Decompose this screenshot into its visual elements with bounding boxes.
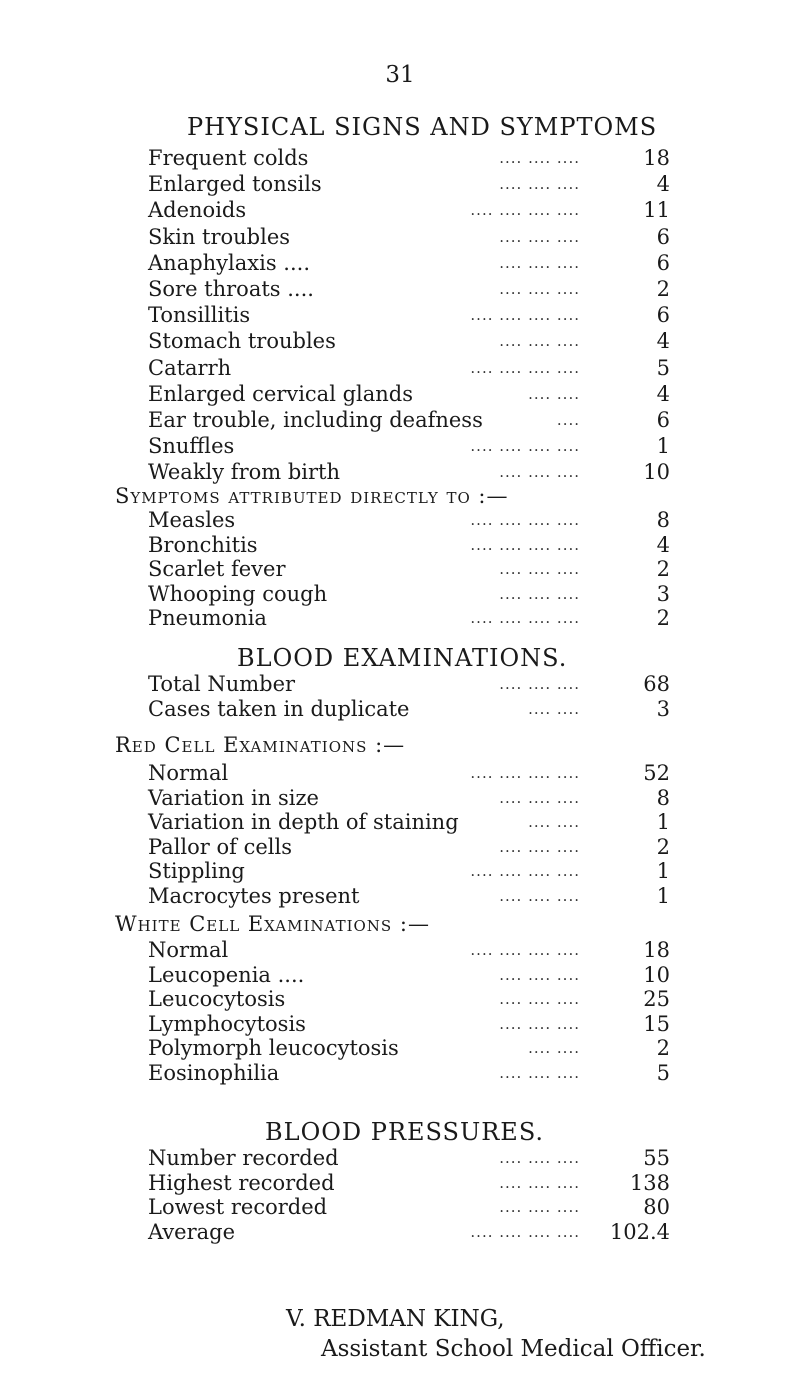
list-item [148, 695, 670, 723]
leader-dots: .... .... .... [499, 584, 580, 603]
leader-dots: .... .... .... [499, 227, 580, 246]
list-item [148, 223, 670, 251]
item-value: 10 [643, 962, 670, 987]
leader-dots: .... .... .... .... [470, 437, 580, 456]
item-value: 80 [643, 1195, 670, 1219]
list-item [148, 354, 670, 382]
white-cell-heading: White Cell Examinations :— [115, 912, 430, 936]
item-value: 6 [656, 224, 670, 249]
leader-dots: .... .... .... .... [470, 535, 580, 554]
list-item [148, 196, 670, 224]
item-value: 2 [656, 557, 670, 581]
leader-dots: .... .... .... [499, 149, 580, 167]
item-value: 6 [656, 408, 670, 432]
leader-dots: .... .... .... .... [470, 862, 580, 880]
item-value: 1 [656, 859, 670, 883]
leader-dots: .... [556, 411, 580, 429]
item-value: 10 [643, 460, 670, 485]
item-label: Weakly from birth [148, 460, 341, 485]
item-label: Skin troubles [148, 224, 291, 249]
list-item [148, 432, 670, 460]
leader-dots: .... .... .... [499, 175, 580, 194]
item-label: Variation in size [148, 785, 319, 810]
item-label: Lymphocytosis [148, 1011, 306, 1036]
item-label: Snuffles [148, 434, 235, 459]
item-label: Catarrh [148, 355, 232, 380]
leader-dots: .... .... [528, 384, 580, 403]
leader-dots: .... .... .... [499, 560, 580, 578]
physical-signs-title: PHYSICAL SIGNS AND SYMPTOMS [187, 113, 658, 141]
item-value: 2 [656, 606, 670, 630]
item-label: Cases taken in duplicate [148, 696, 410, 721]
item-label: Variation in depth of staining [148, 810, 459, 834]
item-label: Enlarged tonsils [148, 172, 322, 197]
item-value: 11 [643, 198, 670, 223]
red-cell-heading: Red Cell Examinations :— [115, 733, 406, 757]
item-value: 8 [656, 785, 670, 810]
item-value: 18 [643, 146, 670, 170]
item-label: Macrocytes present [148, 883, 360, 908]
item-value: 4 [656, 172, 670, 197]
item-label: Leucocytosis [148, 987, 286, 1011]
attributed-heading: Symptoms attributed directly to :— [115, 484, 509, 508]
item-label: Adenoids [148, 198, 247, 223]
item-label: Stippling [148, 859, 245, 883]
list-item [148, 1218, 670, 1246]
item-value: 1 [656, 810, 670, 834]
item-label: Anaphylaxis .... [148, 250, 310, 275]
item-label: Pneumonia [148, 606, 267, 630]
item-label: Number recorded [148, 1146, 339, 1170]
item-label: Polymorph leucocytosis [148, 1036, 399, 1060]
item-label: Whooping cough [148, 581, 328, 606]
leader-dots: .... .... .... [499, 788, 580, 807]
item-label: Highest recorded [148, 1170, 335, 1195]
item-value: 15 [643, 1011, 670, 1036]
item-value: 3 [656, 581, 670, 606]
item-value: 1 [656, 883, 670, 908]
item-value: 3 [656, 696, 670, 721]
list-item [148, 380, 670, 408]
list-item [148, 327, 670, 355]
list-item [148, 275, 670, 303]
item-value: 18 [643, 938, 670, 962]
signature-name: V. REDMAN KING, [286, 1306, 505, 1332]
item-value: 5 [656, 1060, 670, 1085]
leader-dots: .... .... .... [499, 1149, 580, 1167]
item-label: Bronchitis [148, 532, 258, 557]
leader-dots: .... .... .... .... [470, 764, 580, 782]
item-label: Tonsillitis [148, 303, 251, 328]
item-value: 102.4 [609, 1219, 670, 1244]
item-value: 68 [643, 672, 670, 696]
item-label: Normal [148, 761, 229, 785]
list-item [148, 144, 670, 172]
list-item [148, 249, 670, 277]
item-value: 2 [656, 834, 670, 859]
item-label: Pallor of cells [148, 834, 292, 859]
leader-dots: .... .... .... .... [470, 941, 580, 959]
item-label: Total Number [148, 672, 296, 696]
leader-dots: .... .... .... [499, 253, 580, 272]
item-value: 1 [656, 434, 670, 459]
leader-dots: .... .... .... [499, 1198, 580, 1216]
list-item [148, 406, 670, 434]
leader-dots: .... .... .... [499, 463, 580, 482]
item-value: 6 [656, 250, 670, 275]
item-label: Eosinophilia [148, 1060, 280, 1085]
leader-dots: .... .... .... [499, 965, 580, 984]
item-label: Measles [148, 508, 236, 532]
item-value: 4 [656, 329, 670, 354]
item-value: 25 [643, 987, 670, 1011]
item-label: Stomach troubles [148, 329, 336, 354]
list-item [148, 170, 670, 198]
leader-dots: .... .... .... .... [470, 1222, 580, 1241]
leader-dots: .... .... .... .... [470, 511, 580, 529]
item-label: Frequent colds [148, 146, 309, 170]
leader-dots: .... .... .... .... [470, 306, 580, 325]
list-item [148, 458, 670, 486]
item-label: Ear trouble, including deafness [148, 408, 483, 432]
leader-dots: .... .... .... [499, 1014, 580, 1033]
leader-dots: .... .... .... [499, 886, 580, 905]
item-label: Scarlet fever [148, 557, 286, 581]
item-label: Leucopenia .... [148, 962, 305, 987]
leader-dots: .... .... .... .... [470, 358, 580, 377]
item-value: 2 [656, 277, 670, 301]
leader-dots: .... .... .... [499, 1173, 580, 1192]
item-label: Sore throats .... [148, 277, 314, 301]
list-item [148, 604, 670, 632]
blood-exam-title: BLOOD EXAMINATIONS. [237, 644, 568, 672]
leader-dots: .... .... [528, 699, 580, 718]
item-label: Normal [148, 938, 229, 962]
item-value: 4 [656, 381, 670, 406]
leader-dots: .... .... .... [499, 675, 580, 693]
leader-dots: .... .... .... [499, 1063, 580, 1082]
leader-dots: .... .... .... [499, 280, 580, 298]
list-item [148, 882, 670, 910]
leader-dots: .... .... .... [499, 837, 580, 856]
item-value: 2 [656, 1036, 670, 1060]
leader-dots: .... .... [528, 1039, 580, 1057]
item-value: 4 [656, 532, 670, 557]
item-value: 52 [643, 761, 670, 785]
blood-pressure-title: BLOOD PRESSURES. [265, 1118, 545, 1146]
leader-dots: .... .... .... [499, 332, 580, 351]
leader-dots: .... .... .... [499, 990, 580, 1008]
page-number: 31 [385, 62, 415, 88]
item-value: 55 [643, 1146, 670, 1170]
list-item [148, 301, 670, 329]
item-value: 6 [656, 303, 670, 328]
item-label: Average [148, 1219, 236, 1244]
item-value: 5 [656, 355, 670, 380]
item-label: Lowest recorded [148, 1195, 328, 1219]
leader-dots: .... .... .... .... [470, 201, 580, 220]
signature-title: Assistant School Medical Officer. [321, 1336, 706, 1362]
item-value: 138 [629, 1170, 670, 1195]
item-value: 8 [656, 508, 670, 532]
list-item [148, 1059, 670, 1087]
leader-dots: .... .... [528, 813, 580, 831]
item-label: Enlarged cervical glands [148, 381, 414, 406]
leader-dots: .... .... .... .... [470, 609, 580, 627]
